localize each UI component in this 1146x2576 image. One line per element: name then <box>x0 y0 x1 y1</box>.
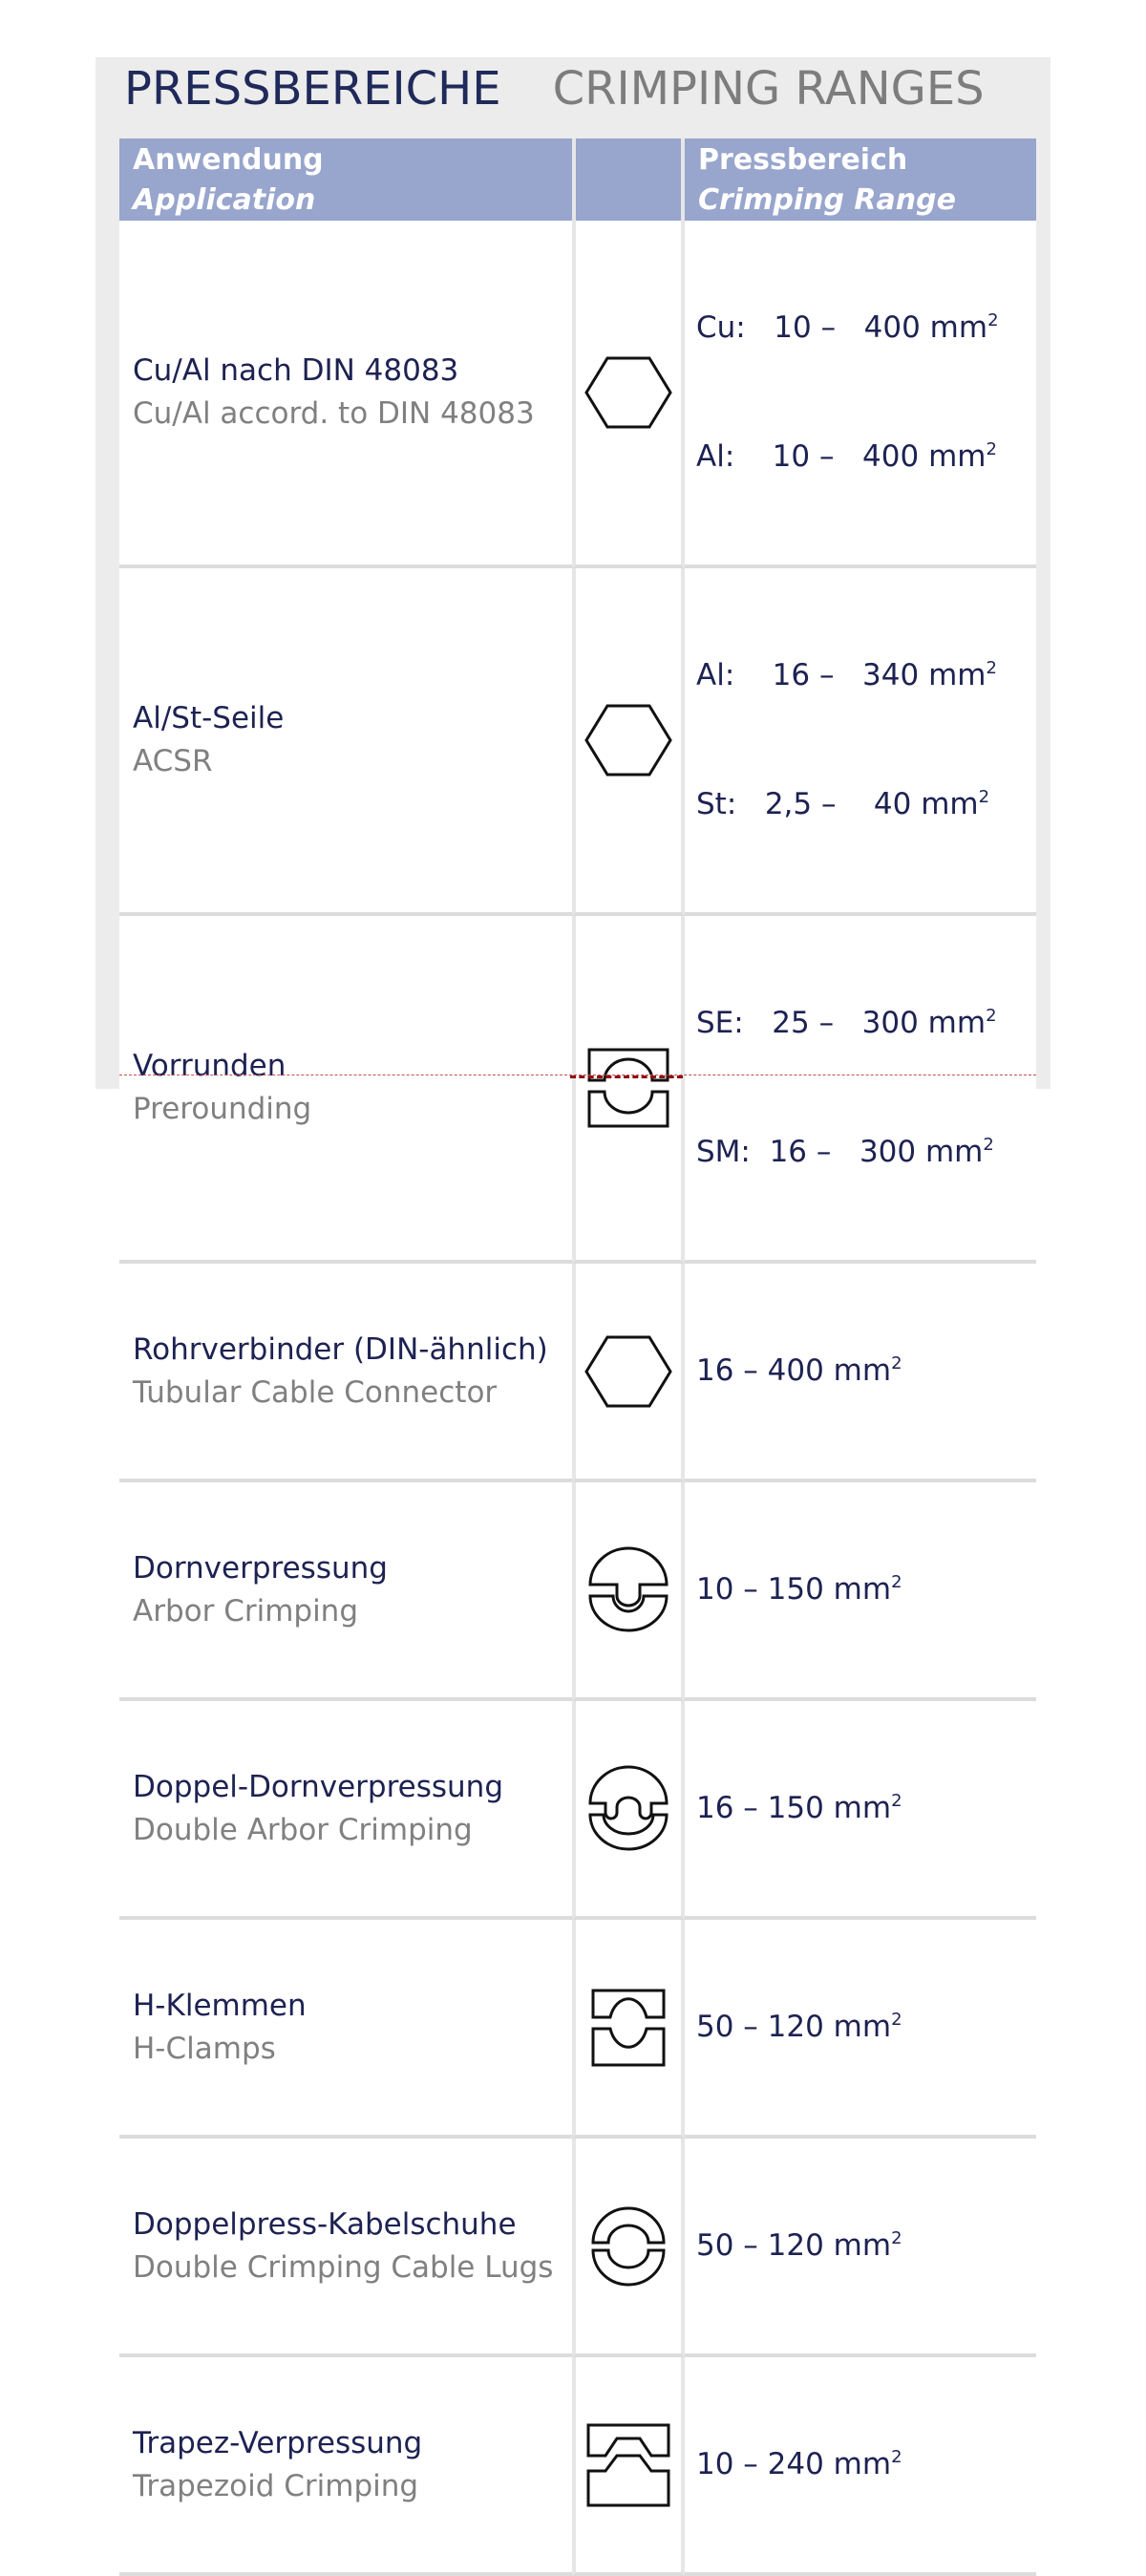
range-line-1: 10 – 150 $mm^2$ <box>696 1572 902 1607</box>
crimping-ranges-table <box>119 138 1036 2576</box>
table-row <box>119 2139 1036 2357</box>
range-cell <box>685 2139 1036 2357</box>
header-range-de: Pressbereich <box>698 143 908 177</box>
hexagon-icon <box>583 1333 674 1410</box>
symbol-cell <box>572 2139 685 2357</box>
header-application <box>119 138 572 221</box>
application-cell <box>119 2139 572 2357</box>
application-de: Doppel-Dornverpressung <box>133 1769 503 1804</box>
symbol-cell <box>572 916 685 1264</box>
range-line-1: 16 – 150 $mm^2$ <box>696 1791 902 1825</box>
application-en: Trapezoid Crimping <box>133 2468 419 2503</box>
header-application-de: Anwendung <box>133 143 324 177</box>
application-de: Doppelpress-Kabelschuhe <box>133 2206 517 2242</box>
range-line-1: 10 – 240 $mm^2$ <box>696 2447 902 2481</box>
symbol-cell <box>572 1920 685 2139</box>
header-range <box>685 138 1036 221</box>
application-en: H-Clamps <box>133 2031 276 2066</box>
h-clamp-die-icon <box>589 1987 668 2069</box>
range-cell <box>685 2357 1036 2576</box>
table-row <box>119 1264 1036 1482</box>
application-en: Tubular Cable Connector <box>133 1374 498 1410</box>
symbol-cell <box>572 568 685 916</box>
header-application-en: Application <box>133 183 316 217</box>
application-de: H-Klemmen <box>133 1988 307 2023</box>
range-cell <box>685 1482 1036 1701</box>
page-title <box>124 57 985 124</box>
application-de: Cu/Al nach DIN 48083 <box>133 353 459 388</box>
application-en: Prerounding <box>133 1092 312 1126</box>
table-row <box>119 568 1036 916</box>
table-row <box>119 2357 1036 2576</box>
application-de: Dornverpressung <box>133 1550 388 1586</box>
table-row <box>119 1701 1036 1920</box>
symbol-cell <box>572 2357 685 2576</box>
range-line-2: SM: 16 – 300 $mm^2$ <box>696 1135 994 1169</box>
application-en: ACSR <box>133 744 213 778</box>
hexagon-icon <box>583 702 674 778</box>
application-en: Arbor Crimping <box>133 1593 359 1629</box>
table-row <box>119 1482 1036 1701</box>
application-cell <box>119 221 572 568</box>
application-en: Cu/Al accord. to DIN 48083 <box>133 396 535 431</box>
double-lug-die-icon <box>589 2206 668 2287</box>
range-cell <box>685 1920 1036 2139</box>
range-line-1: 50 – 120 $mm^2$ <box>696 2228 902 2263</box>
range-line-1: Cu: 10 – 400 $mm^2$ <box>696 310 999 345</box>
application-cell <box>119 916 572 1264</box>
title-english: CRIMPING RANGES <box>552 62 985 116</box>
table-header-row <box>119 138 1036 221</box>
application-en: Double Arbor Crimping <box>133 1812 473 1847</box>
arbor-die-icon <box>586 1546 670 1634</box>
application-cell <box>119 1701 572 1920</box>
range-cell <box>685 1264 1036 1482</box>
range-line-1: 16 – 400 $mm^2$ <box>696 1353 902 1388</box>
page-break-marker <box>570 1075 683 1078</box>
title-german: PRESSBEREICHE <box>124 62 501 116</box>
trapezoid-die-icon <box>584 2421 672 2509</box>
range-cell <box>685 221 1036 568</box>
application-de: Rohrverbinder (DIN-ähnlich) <box>133 1331 548 1367</box>
application-de: Trapez-Verpressung <box>133 2425 423 2460</box>
application-de: Vorrunden <box>133 1049 286 1083</box>
application-en: Double Crimping Cable Lugs <box>133 2249 554 2285</box>
application-cell <box>119 1264 572 1482</box>
header-range-en: Crimping Range <box>698 183 956 217</box>
range-cell <box>685 1701 1036 1920</box>
symbol-cell <box>572 221 685 568</box>
symbol-cell <box>572 1701 685 1920</box>
table-row <box>119 221 1036 568</box>
range-line-1: SE: 25 – 300 $mm^2$ <box>696 1006 997 1040</box>
range-cell <box>685 568 1036 916</box>
range-line-1: 50 – 120 $mm^2$ <box>696 2010 902 2044</box>
header-symbol <box>572 138 685 221</box>
double-arbor-die-icon <box>586 1765 670 1853</box>
application-cell <box>119 1482 572 1701</box>
application-cell <box>119 1920 572 2139</box>
table-row <box>119 1920 1036 2139</box>
range-line-1: Al: 16 – 340 $mm^2$ <box>696 658 997 692</box>
symbol-cell <box>572 1482 685 1701</box>
application-cell <box>119 568 572 916</box>
range-cell <box>685 916 1036 1264</box>
application-de: Al/St-Seile <box>133 701 285 735</box>
range-line-2: St: 2,5 – 40 $mm^2$ <box>696 787 990 821</box>
symbol-cell <box>572 1264 685 1482</box>
application-cell <box>119 2357 572 2576</box>
hexagon-icon <box>583 354 674 431</box>
prerounding-die-icon <box>585 1046 671 1130</box>
range-line-2: Al: 10 – 400 $mm^2$ <box>696 439 997 474</box>
table-row <box>119 916 1036 1264</box>
